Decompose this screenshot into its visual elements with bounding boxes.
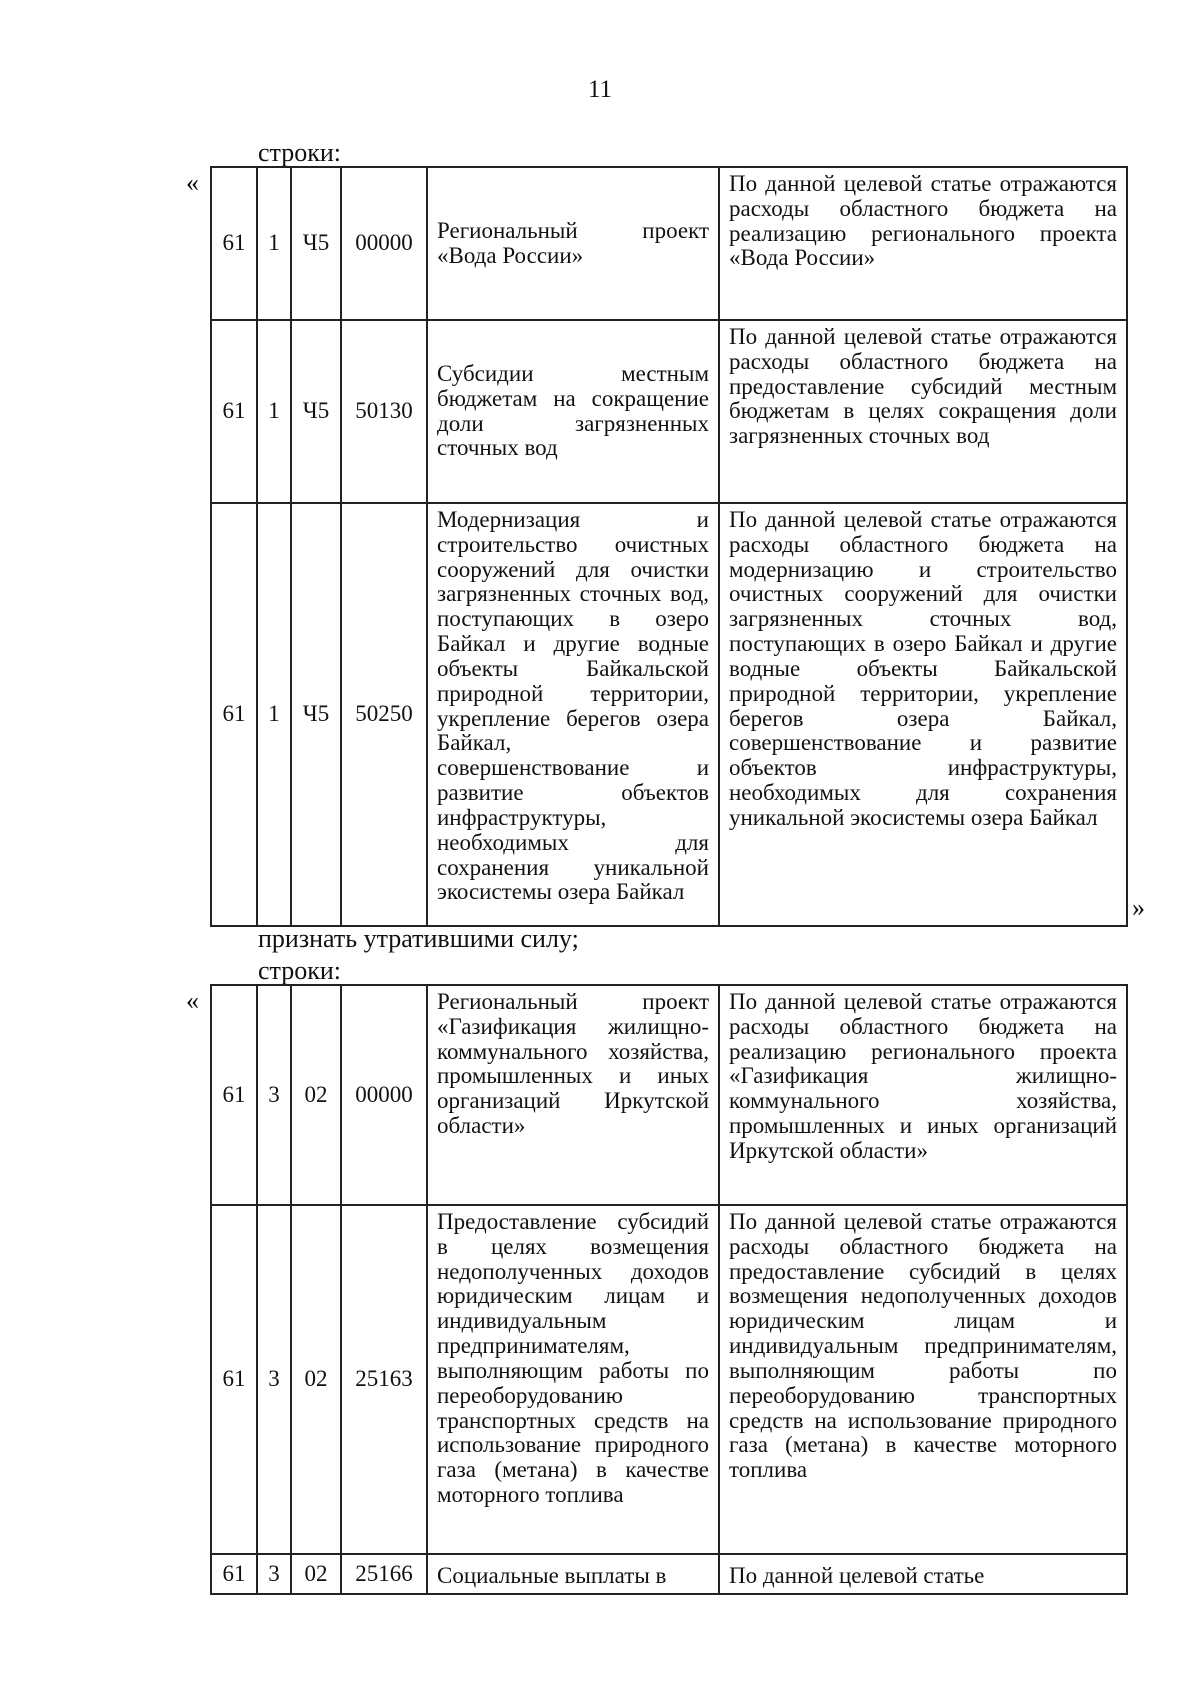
budget-table-2 (210, 984, 1128, 1595)
table-row (211, 985, 1127, 1205)
rows-label-1: строки: (258, 138, 341, 167)
close-quote-1: » (1132, 893, 1145, 922)
table-row (211, 1554, 1127, 1594)
direction-code-cell: 25166 (341, 1554, 427, 1594)
direction-code-cell: 50250 (341, 503, 427, 926)
item-name-cell: Модернизация и строительство очистных сооружений для очистки загрязненных сточных вод, поступающих в озеро Байкал и другие водные объекты Байкальской природной территории, укрепление берегов озера Байкал, совершенствование и развитие объектов инфраструктуры, необходимых для сохранения уникальной экосистемы озера Байкал (427, 503, 719, 926)
event-code-cell: 02 (291, 985, 341, 1205)
rows-label-2: строки: (258, 956, 341, 985)
direction-code-cell: 25163 (341, 1205, 427, 1554)
item-name-cell: Предоставление субсидий в целях возмещения недополученных доходов юридическим лицам и индивидуальным предпринимателям, выполняющим работы по переоборудованию транспортных средств на использование природного газа (метана) в качестве моторного топлива (427, 1205, 719, 1554)
event-code-cell: Ч5 (291, 320, 341, 503)
table-row (211, 320, 1127, 503)
subprogram-code-cell: 1 (257, 167, 291, 320)
direction-code-cell: 50130 (341, 320, 427, 503)
item-description-cell: По данной целевой статье отражаются расходы областного бюджета на предоставление субсидий местным бюджетам в целях сокращения доли загрязненных сточных вод (719, 320, 1127, 503)
program-code-cell: 61 (211, 985, 257, 1205)
item-name-cell: Социальные выплаты в (427, 1554, 719, 1594)
table-row (211, 503, 1127, 926)
subprogram-code-cell: 1 (257, 320, 291, 503)
direction-code-cell: 00000 (341, 167, 427, 320)
event-code-cell: 02 (291, 1205, 341, 1554)
program-code-cell: 61 (211, 1205, 257, 1554)
item-description-cell: По данной целевой статье отражаются расходы областного бюджета на предоставление субсидий в целях возмещения недополученных доходов юридическим лицам и индивидуальным предпринимателям, выполняющим работы по переоборудованию транспортных средств на использование природного газа (метана) в качестве моторного топлива (719, 1205, 1127, 1554)
program-code-cell: 61 (211, 1554, 257, 1594)
event-code-cell: Ч5 (291, 503, 341, 926)
budget-table-1 (210, 166, 1128, 927)
item-name-cell: Субсидии местным бюджетам на сокращение доли загрязненных сточных вод (427, 320, 719, 503)
subprogram-code-cell: 3 (257, 1554, 291, 1594)
item-description-cell: По данной целевой статье отражаются расходы областного бюджета на реализацию регионального проекта «Газификация жилищно-коммунального хозяйства, промышленных и иных организаций Иркутской области» (719, 985, 1127, 1205)
subprogram-code-cell: 3 (257, 985, 291, 1205)
item-name-cell: Региональный проект «Газификация жилищно-коммунального хозяйства, промышленных и иных организаций Иркутской области» (427, 985, 719, 1205)
program-code-cell: 61 (211, 503, 257, 926)
table-row (211, 1205, 1127, 1554)
program-code-cell: 61 (211, 320, 257, 503)
page-number: 11 (587, 76, 613, 103)
program-code-cell: 61 (211, 167, 257, 320)
subprogram-code-cell: 1 (257, 503, 291, 926)
item-description-cell: По данной целевой статье отражаются расходы областного бюджета на модернизацию и строительство очистных сооружений для очистки загрязненных сточных вод, поступающих в озеро Байкал и другие водные объекты Байкальской природной территории, укрепление берегов озера Байкал, совершенствование и развитие объектов инфраструктуры, необходимых для сохранения уникальной экосистемы озера Байкал (719, 503, 1127, 926)
item-description-cell: По данной целевой статье отражаются расходы областного бюджета на реализацию регионального проекта «Вода России» (719, 167, 1127, 320)
event-code-cell: 02 (291, 1554, 341, 1594)
event-code-cell: Ч5 (291, 167, 341, 320)
table-row (211, 167, 1127, 320)
item-description-cell: По данной целевой статье (719, 1554, 1127, 1594)
status-text: признать утратившими силу; (258, 924, 579, 953)
direction-code-cell: 00000 (341, 985, 427, 1205)
subprogram-code-cell: 3 (257, 1205, 291, 1554)
open-quote-2: « (186, 986, 199, 1015)
open-quote-1: « (186, 168, 199, 197)
item-name-cell: Региональный проект «Вода России» (427, 167, 719, 320)
